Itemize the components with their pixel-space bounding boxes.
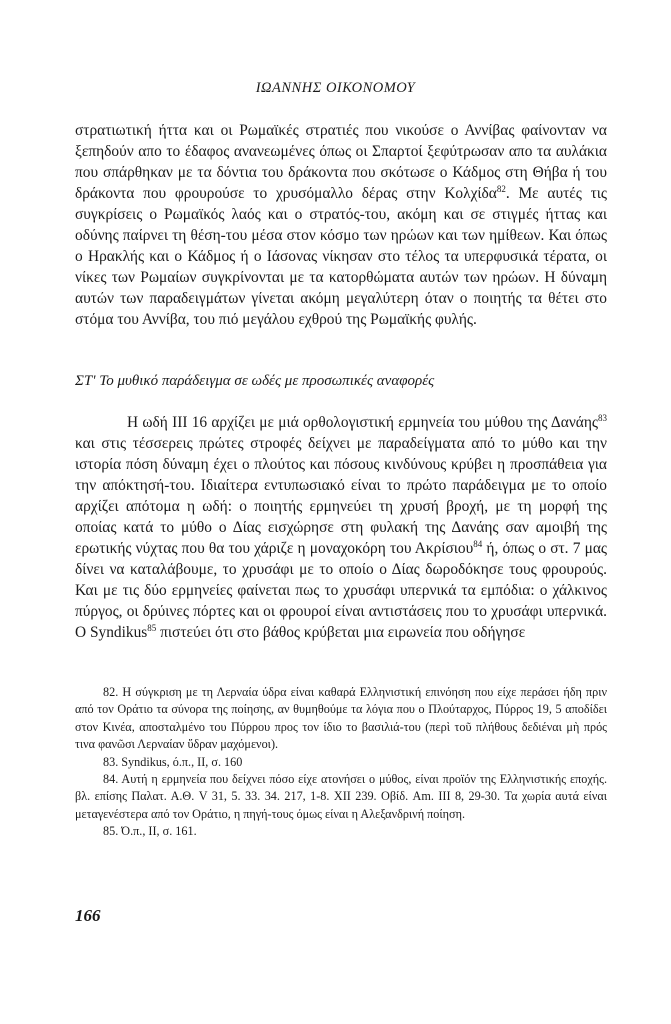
footnotes-block: [75, 684, 607, 841]
paragraph-text: και στις τέσσερεις πρώτες στροφές δείχνει με παραδείγματα από το μύθο και την ιστορία πόση δύναμη έχει ο πλούτος και πόσους κινδύνους κρύβει η προσπάθεια για την απόκτησή-του. Ιδιαίτερα εντυπωσιακό είναι το πρώτο παράδειγμα με το οποίο αρχίζει απότομα η ωδή: ο ποιητής ερμηνεύει τη χρυσή βροχή, με τη μορφή της οποίας κατά το μύθο ο Δίας εισχώρησε στη φυλακή της Δανάης σαν αμοιβή της ερωτικής νύχτας που θα του χάριζε η μοναχοκόρη του Ακρίσιου: [75, 435, 607, 557]
page-number: 166: [75, 906, 101, 925]
paragraph-text: Η ωδή ΙΙΙ 16 αρχίζει με μιά ορθολογιστική ερμηνεία του μύθου της Δανάης: [127, 414, 598, 431]
footnote-82: 82. Η σύγκριση με τη Λερναία ύδρα είναι καθαρά Ελληνιστική επινόηση που είχε περάσει ήδη πριν από τον Οράτιο τα σύνορα της ποίησης, αν θυμηθούμε τα λόγια που ο Πλούταρχος, Πύρρος 19, 5 αποδίδει στον Κινέα, αποσταλμένο του Πύρρου προς τον ίδιο το βασιλιά-του (περὶ τοῦ πλήθους δεδιέναι μὴ πρός τινα φανῶσι Λερναίαν ὕδραν μαχόμενοι).: [75, 685, 607, 752]
body-paragraph-1: [75, 120, 607, 330]
body-paragraph-2: [75, 412, 607, 643]
section-heading: ΣΤ' Το μυθικό παράδειγμα σε ωδές με προσωπικές αναφορές: [75, 373, 435, 389]
footnote-85: 85. Ό.π., ΙΙ, σ. 161.: [103, 824, 197, 839]
footnote-84: 84. Αυτή η ερμηνεία που δείχνει πόσο είχε ατονήσει ο μύθος, είναι προϊόν της Ελληνιστικής εποχής. βλ. επίσης Παλατ. Α.Θ. V 31, 5. 33. 34. 217, 1-8. XII 239. Οβίδ. Am. III 8, 29-30. Τα χωρία αυτά είναι μεταγενέστερα από τον Οράτιο, η πηγή-τους όμως είναι η Αλεξανδρινή ποίηση.: [75, 772, 607, 821]
paragraph-text: . Με αυτές τις συγκρίσεις ο Ρωμαϊκός λαός και ο στρατός-του, ακόμη και σε στιγμές ήττας και οδύνης παίρνει τη θέση-του μέσα στον κόσμο των ηρώων και των ημίθεων. Και όπως ο Ηρακλής και ο Κάδμος ή ο Ιάσονας νίκησαν στο τέλος τα υπερφυσικά τέρατα, οι νίκες των Ρωμαίων συγκρίνονται με τα κατορθώματα αυτών των ηρώων. Η δύναμη αυτών των παραδειγμάτων γίνεται ακόμη μεγαλύτερη όταν ο ποιητής τα θέτει στο στόμα του Αννίβα, του πιό μεγάλου εχθρού της Ρωμαϊκής φυλής.: [75, 185, 607, 328]
paragraph-text: πιστεύει ότι στο βάθος κρύβεται μια ειρωνεία που οδήγησε: [156, 624, 526, 641]
footnote-ref-82[interactable]: 82: [496, 183, 506, 194]
paragraph-text: ή, όπως ο στ. 7 μας δίνει να καταλάβουμε, το χρυσάφι με το οποίο ο Δίας δωροδόκησε τους φρουρούς. Και με τις δύο ερμηνείες φαίνεται πως το χρυσάφι υπερνικά τα εμπόδια: ο χάλκινος πύργος, οι δρύινες πόρτες και οι φρουροί είναι αντιστάσεις που το χρυσάφι υπερνικά. Ο Syndikus: [75, 540, 607, 641]
footnote-ref-85[interactable]: 85: [147, 622, 157, 633]
footnote-ref-84[interactable]: 84: [473, 538, 483, 549]
footnote-ref-83[interactable]: 83: [598, 412, 607, 423]
paragraph-text: στρατιωτική ήττα και οι Ρωμαϊκές στρατιές που νικούσε ο Αννίβας φαίνονταν να ξεπηδούν απο το έδαφος ανανεωμένες όπως οι Σπαρτοί ξεφύτρωσαν απο τα αυλάκια που σπάρθηκαν με τα δόντια του δράκοντα που σκότωσε ο Κάδμος στη Θήβα ή του δράκοντα που φρουρούσε το χρυσόμαλλο δέρας στην Κολχίδα: [75, 122, 607, 202]
running-head: ΙΩΑΝΝΗΣ ΟΙΚΟΝΟΜΟΥ: [255, 80, 416, 96]
footnote-83: 83. Syndikus, ό.π., ΙΙ, σ. 160: [103, 754, 243, 769]
